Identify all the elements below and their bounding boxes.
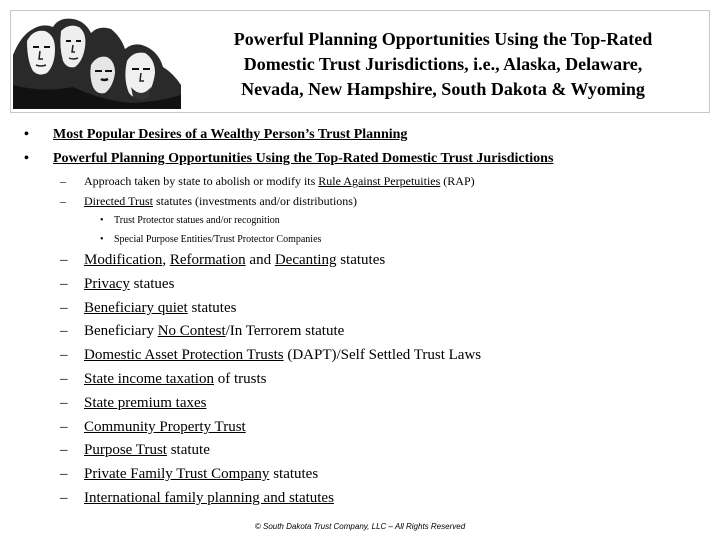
bullet-icon: • — [100, 215, 104, 226]
title-line: Nevada, New Hampshire, South Dakota & Wyoming — [241, 79, 645, 99]
page-title — [189, 27, 697, 102]
statute-text: Beneficiary quiet statutes — [84, 300, 237, 316]
title-banner — [10, 10, 710, 113]
statute-text: Domestic Asset Protection Trusts (DAPT)/Self Settled Trust Laws — [84, 347, 482, 363]
statute-text: State income taxation of trusts — [84, 371, 267, 387]
footer-copyright: © South Dakota Trust Company, LLC – All Rights Reserved — [254, 522, 466, 531]
dash-icon: – — [60, 252, 68, 268]
title-line: Domestic Trust Jurisdictions, i.e., Alaska, Delaware, — [243, 54, 643, 74]
sub-sub-item-text: Trust Protector statues and/or recognition — [114, 215, 280, 226]
sub-sub-item-text: Special Purpose Entities/Trust Protector Companies — [114, 234, 322, 245]
dash-icon: – — [60, 371, 68, 387]
dash-icon: – — [60, 442, 68, 458]
dash-icon: – — [60, 466, 68, 482]
dash-icon: – — [60, 323, 68, 339]
statute-text: Purpose Trust statute — [84, 442, 210, 458]
statute-text: Private Family Trust Company statutes — [84, 466, 319, 482]
statute-text: International family planning and statutes — [84, 490, 334, 506]
statute-text: State premium taxes — [84, 395, 207, 411]
sub-item-text: Directed Trust statutes (investments and/or distributions) — [84, 194, 357, 208]
dash-icon: – — [60, 490, 68, 506]
statute-text: Privacy statues — [84, 276, 175, 292]
sub-item-text: Approach taken by state to abolish or modify its Rule Against Perpetuities (RAP) — [84, 174, 475, 188]
dash-icon: – — [60, 174, 66, 188]
dash-icon: – — [60, 276, 68, 292]
bullet-icon: • — [24, 151, 29, 166]
dash-icon: – — [60, 194, 66, 208]
mount-rushmore-icon — [13, 15, 181, 109]
title-line: Powerful Planning Opportunities Using the Top-Rated — [233, 29, 653, 49]
dash-icon: – — [60, 395, 68, 411]
statute-text: Beneficiary No Contest/In Terrorem statute — [84, 323, 345, 339]
dash-icon: – — [60, 419, 68, 435]
dash-icon: – — [60, 347, 68, 363]
bullet-text: Powerful Planning Opportunities Using the Top-Rated Domestic Trust Jurisdictions — [53, 151, 554, 166]
statute-text: Modification, Reformation and Decanting statutes — [84, 252, 386, 268]
dash-icon: – — [60, 300, 68, 316]
bullet-icon: • — [100, 234, 104, 245]
bullet-icon: • — [24, 127, 29, 142]
bullet-text: Most Popular Desires of a Wealthy Person’s Trust Planning — [53, 127, 408, 142]
statute-text: Community Property Trust — [84, 419, 246, 435]
